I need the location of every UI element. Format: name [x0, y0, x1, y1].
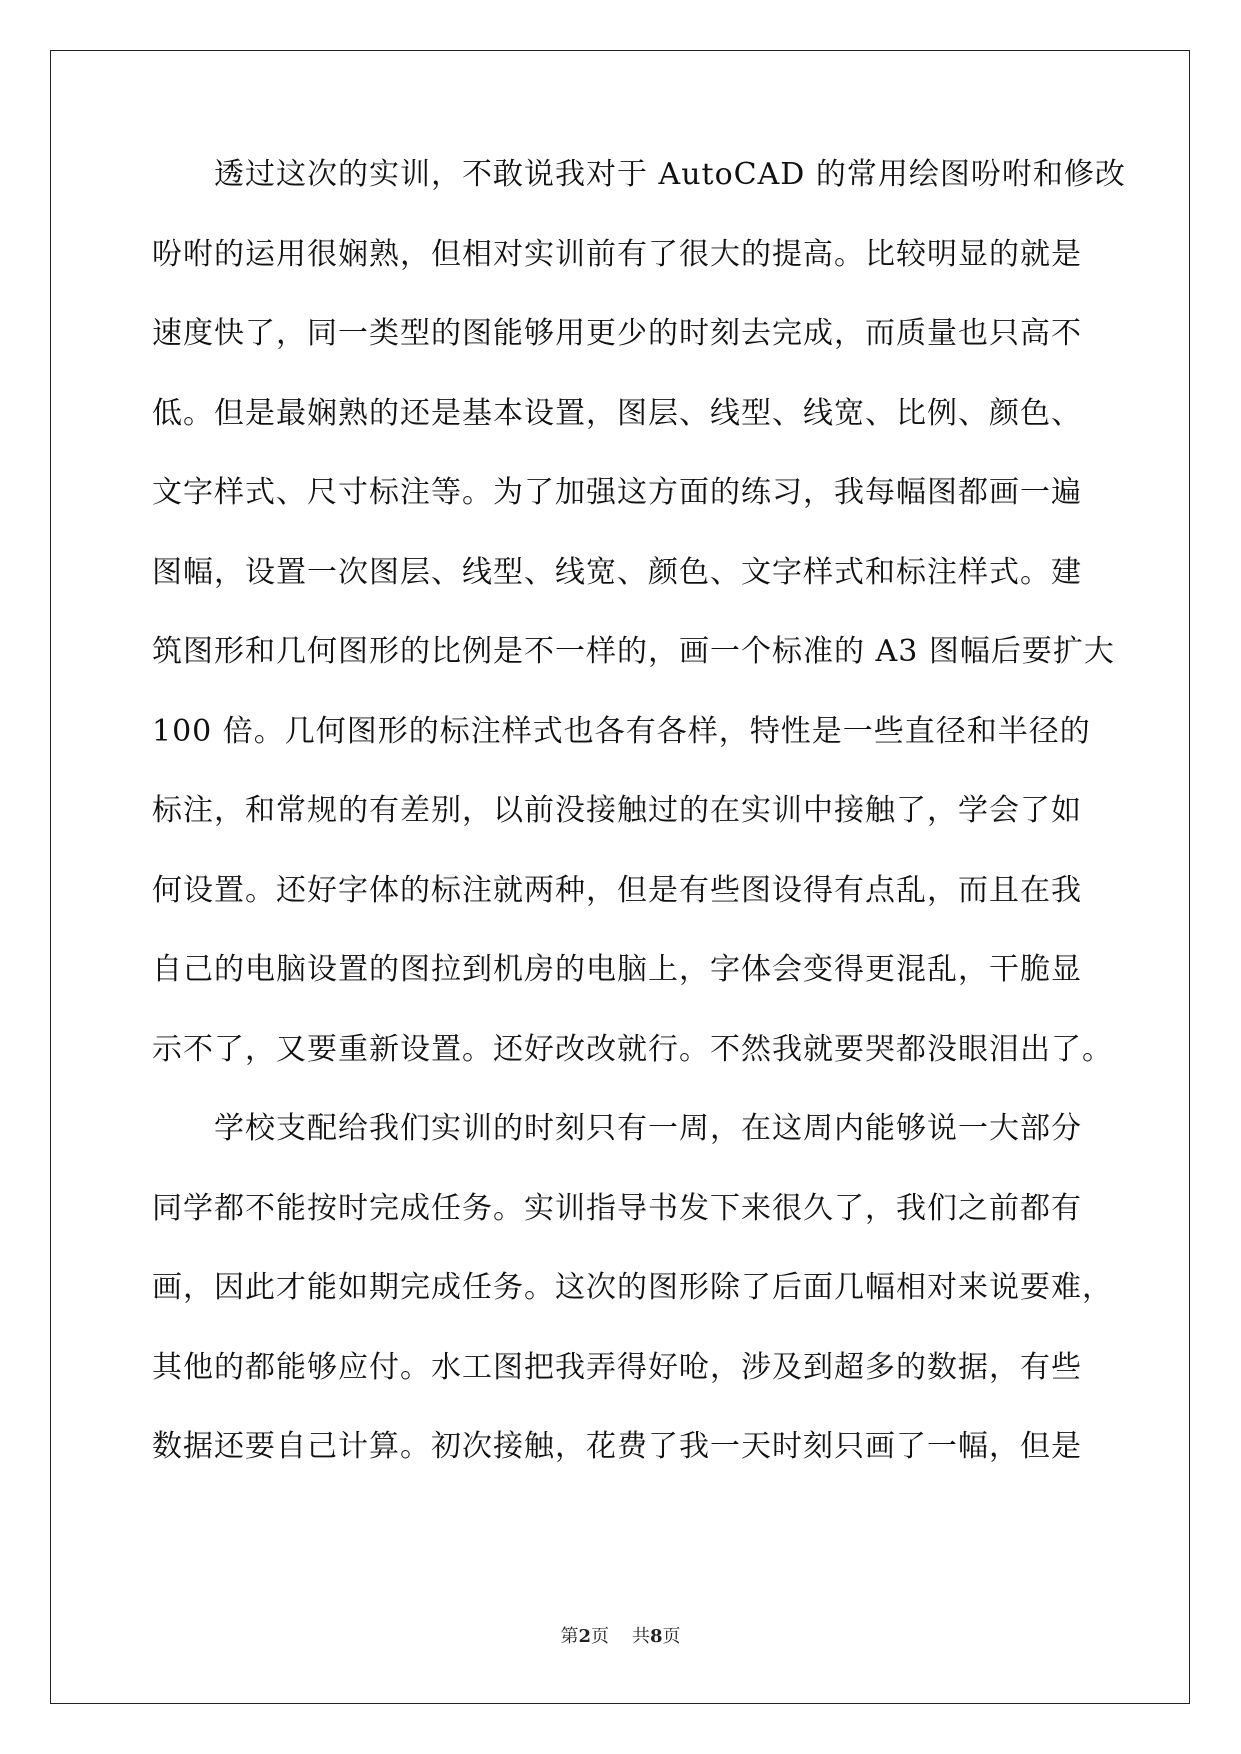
paragraph-2-line-1: 学校支配给我们实训的时刻只有一周，在这周内能够说一大部分	[214, 1111, 1082, 1146]
paragraph-1-line-8: 100 倍。几何图形的标注样式也各有各样，特性是一些直径和半径的	[152, 713, 1091, 749]
current-page-number: 2	[578, 1626, 592, 1647]
total-page-number: 8	[649, 1626, 663, 1647]
footer-total-prefix: 共	[631, 1626, 650, 1647]
footer-page-suffix: 页	[591, 1626, 610, 1647]
paragraph-2-line-5: 数据还要自己计算。初次接触，花费了我一天时刻只画了一幅，但是	[152, 1429, 1082, 1464]
paragraph-1-line-10: 何设置。还好字体的标注就两种，但是有些图设得有点乱，而且在我	[152, 872, 1082, 908]
paragraph-1-line-4: 低。但是最娴熟的还是基本设置，图层、线型、线宽、比例、颜色、	[152, 395, 1082, 431]
paragraph-1-line-1: 透过这次的实训，不敢说我对于 AutoCAD 的常用绘图吩咐和修改	[214, 157, 1126, 192]
paragraph-1-line-7: 筑图形和几何图形的比例是不一样的，画一个标准的 A3 图幅后要扩大	[152, 634, 1115, 669]
paragraph-2-line-4: 其他的都能够应付。水工图把我弄得好呛，涉及到超多的数据，有些	[152, 1349, 1082, 1385]
footer-prefix: 第	[560, 1626, 579, 1647]
paragraph-1-line-5: 文字样式、尺寸标注等。为了加强这方面的练习，我每幅图都画一遍	[152, 475, 1082, 510]
paragraph-1-line-11: 自己的电脑设置的图拉到机房的电脑上，字体会变得更混乱，干脆显	[152, 952, 1082, 987]
paragraph-1-line-12: 示不了，又要重新设置。还好改改就行。不然我就要哭都没眼泪出了。	[152, 1031, 1113, 1067]
paragraph-2-line-3: 画，因此才能如期完成任务。这次的图形除了后面几幅相对来说要难，	[152, 1270, 1113, 1305]
paragraph-1-line-3: 速度快了，同一类型的图能够用更少的时刻去完成，而质量也只高不	[152, 316, 1082, 351]
paragraph-1-line-9: 标注，和常规的有差别，以前没接触过的在实训中接触了，学会了如	[152, 793, 1082, 828]
paragraph-1-line-2: 吩咐的运用很娴熟，但相对实训前有了很大的提高。比较明显的就是	[152, 236, 1082, 272]
footer-total-suffix: 页	[662, 1626, 681, 1647]
page-footer	[0, 1622, 1241, 1648]
paragraph-1-line-6: 图幅，设置一次图层、线型、线宽、颜色、文字样式和标注样式。建	[152, 554, 1082, 590]
document-body	[152, 157, 1126, 1512]
paragraph-2-line-2: 同学都不能按时完成任务。实训指导书发下来很久了，我们之前都有	[152, 1190, 1082, 1226]
